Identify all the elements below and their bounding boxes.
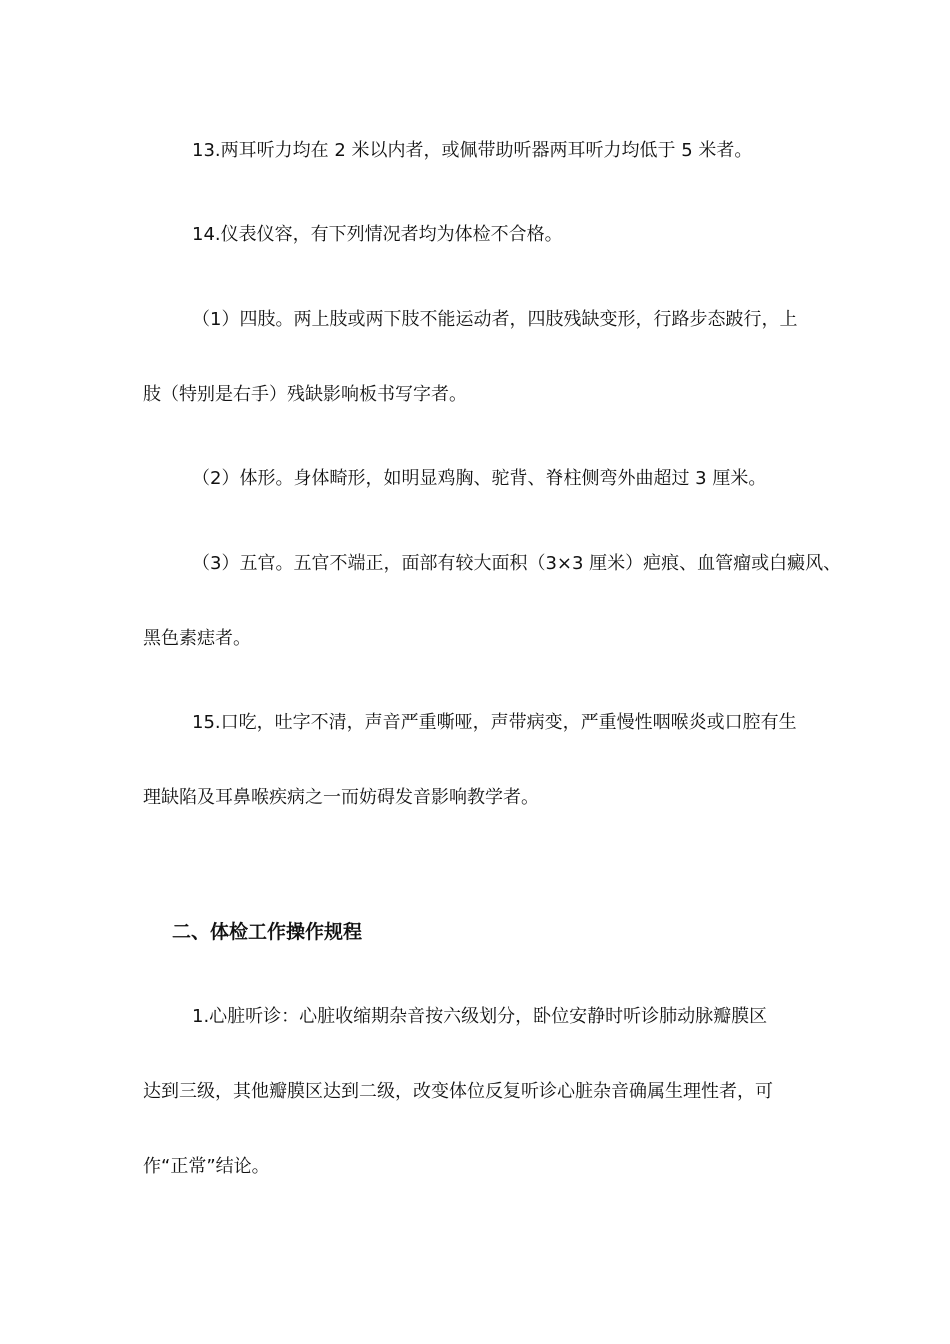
paragraph-15-line-2: 理缺陷及耳鼻喉疾病之一而妨碍发音影响教学者。	[143, 787, 539, 808]
paragraph-14-1-line-1: （1）四肢。两上肢或两下肢不能运动者，四肢残缺变形，行路步态跛行，上	[192, 309, 798, 330]
section-2-paragraph-1-line-3: 作“正常”结论。	[143, 1156, 270, 1177]
paragraph-14-3-line-1: （3）五官。五官不端正，面部有较大面积（3×3 厘米）疤痕、血管瘤或白癜风、	[192, 553, 842, 574]
paragraph-14-1-line-2: 肢（特别是右手）残缺影响板书写字者。	[143, 384, 467, 405]
paragraph-14-2: （2）体形。身体畸形，如明显鸡胸、驼背、脊柱侧弯外曲超过 3 厘米。	[192, 468, 767, 489]
section-heading: 二、体检工作操作规程	[172, 921, 363, 943]
section-2-paragraph-1-line-1: 1.心脏听诊：心脏收缩期杂音按六级划分，卧位安静时听诊肺动脉瓣膜区	[192, 1006, 768, 1027]
paragraph-14: 14.仪表仪容，有下列情况者均为体检不合格。	[192, 224, 563, 245]
paragraph-13: 13.两耳听力均在 2 米以内者，或佩带助听器两耳听力均低于 5 米者。	[192, 140, 753, 161]
paragraph-14-3-line-2: 黑色素痣者。	[143, 628, 251, 649]
section-2-paragraph-1-line-2: 达到三级，其他瓣膜区达到二级，改变体位反复听诊心脏杂音确属生理性者，可	[143, 1081, 773, 1102]
paragraph-15-line-1: 15.口吃，吐字不清，声音严重嘶哑，声带病变，严重慢性咽喉炎或口腔有生	[192, 712, 797, 733]
